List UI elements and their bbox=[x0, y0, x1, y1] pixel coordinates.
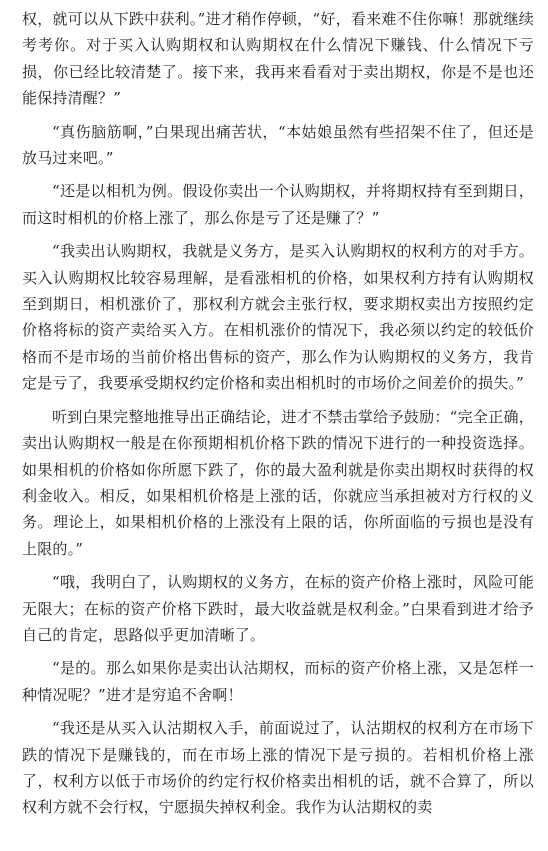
paragraph-5: 听到白果完整地推导出正确结论，进才不禁击掌给予鼓励：“完全正确，卖出认购期权一般是在你预期相机价格下跌的情况下进行的一种投资选择。如果相机的价格如你所愿下跌了，你的最大盈利就是你卖出期权时获得的权利金收入。相反，如果相机价格是上涨的话，你就应当承担被对方行权的义务。理论上，如果相机价格的上涨没有上限的话，你所面临的亏损也是没有上限的。” bbox=[22, 407, 534, 558]
paragraph-2: “真伤脑筋啊，”白果现出痛苦状，“本姑娘虽然有些招架不住了，但还是放马过来吧。” bbox=[22, 122, 534, 168]
paragraph-4: “我卖出认购期权，我就是义务方，是买入认购期权的权利方的对手方。买入认购期权比较容易理解，是看涨相机的价格，如果权利方持有认购期权至到期日，相机涨价了，那权利方就会主张行权，要求期权卖出方按照约定价格将标的资产卖给买入方。在相机涨价的情况下，我必须以约定的较低价格而不是市场的当前价格出售标的资产，那么作为认购期权的义务方，我肯定是亏了，我要承受期权约定价格和卖出相机时的市场价之间差价的损失。” bbox=[22, 242, 534, 393]
paragraph-3: “还是以相机为例。假设你卖出一个认购期权，并将期权持有至到期日，而这时相机的价格上涨了，那么你是亏了还是赚了？” bbox=[22, 182, 534, 227]
paragraph-6: “哦，我明白了，认购期权的义务方，在标的资产价格上涨时，风险可能无限大；在标的资产价格下跌时，最大收益就是权利金。”白果看到进才给予自己的肯定，思路似乎更加清晰了。 bbox=[22, 573, 534, 644]
paragraph-8: “我还是从买入认沽期权入手，前面说过了，认沽期权的权利方在市场下跌的情况下是赚钱的，而在市场上涨的情况下是亏损的。若相机价格上涨了，权利方以低于市场价的约定行权价格卖出相机的话，就不合算了，所以权利方就不会行权，宁愿损失掉权利金。我作为认沽期权的卖 bbox=[22, 719, 534, 817]
paragraph-7: “是的。那么如果你是卖出认沽期权，而标的资产价格上涨，又是怎样一种情况呢？”进才是穷追不舍啊！ bbox=[22, 659, 534, 704]
paragraph-1: 权，就可以从下跌中获利。”进才稍作停顿，“好，看来难不住你嘛！那就继续考考你。对于买入认购期权和认购期权在什么情况下赚钱、什么情况下亏损，你已经比较清楚了。接下来，我再来看看对于卖出期权，你是不是也还能保持清醒？” bbox=[22, 10, 534, 108]
